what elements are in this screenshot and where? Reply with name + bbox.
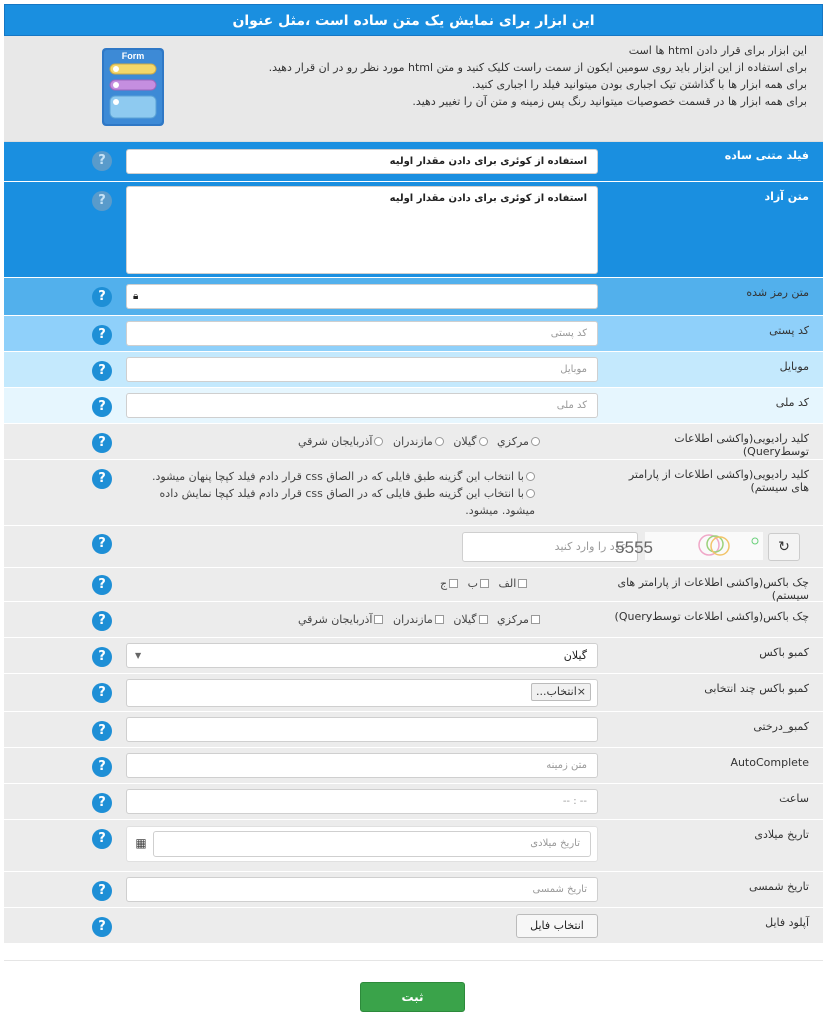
- national-code-input[interactable]: کد ملی: [126, 393, 598, 418]
- radio-label: با انتخاب این گزینه طبق فایلی که در الصاق css قرار دادم فیلد کپچا پنهان میشود.: [152, 470, 524, 483]
- radio-option[interactable]: [140, 485, 535, 519]
- row-shamsi-date: [4, 872, 823, 908]
- label-postal: کد پستی: [769, 324, 809, 337]
- combo-selected-value: گیلان: [563, 649, 587, 662]
- label-check-query: چک باکس(واکشی اطلاعات توسطQuery): [614, 610, 809, 623]
- radio-label: گيلان: [453, 435, 477, 448]
- radio-group-query: [292, 435, 540, 448]
- radio-label: مرکزي: [497, 435, 529, 448]
- simple-text-input[interactable]: استفاده از کوئری برای دادن مقدار اولیه: [126, 149, 598, 174]
- radio-label: مازندران: [392, 435, 433, 448]
- checkbox-label: گيلان: [453, 613, 477, 626]
- label-check-system: چک باکس(واکشی اطلاعات از پارامتر های سیستم): [617, 576, 809, 602]
- label-file-upload: آپلود فایل: [765, 916, 809, 929]
- row-tree-combo: [4, 712, 823, 748]
- checkbox-label: آذربايجان شرقي: [298, 613, 373, 626]
- radio-button[interactable]: [435, 437, 444, 446]
- choose-file-button[interactable]: انتخاب فایل: [516, 914, 598, 938]
- row-check-query: [4, 602, 823, 638]
- selected-tag[interactable]: [531, 683, 591, 701]
- checkbox-label: ب: [467, 577, 478, 590]
- help-icon[interactable]: ?: [92, 151, 112, 171]
- password-input[interactable]: [126, 284, 598, 309]
- checkbox-label: مازندران: [392, 613, 433, 626]
- row-multi-combo: [4, 674, 823, 712]
- radio-button[interactable]: [374, 437, 383, 446]
- checkbox[interactable]: [480, 579, 489, 588]
- help-icon[interactable]: ?: [92, 433, 112, 453]
- label-national-code: کد ملی: [775, 396, 809, 409]
- refresh-captcha-button[interactable]: [768, 533, 800, 561]
- checkbox-option[interactable]: [453, 613, 487, 626]
- radio-option[interactable]: [393, 435, 444, 448]
- radio-button[interactable]: [479, 437, 488, 446]
- multi-select-combo[interactable]: [126, 679, 598, 707]
- help-icon[interactable]: ?: [92, 469, 112, 489]
- label-free-text: متن آزاد: [764, 190, 809, 203]
- label-password: متن رمز شده: [746, 286, 809, 299]
- label-tree-combo: کمبو_درختی: [753, 720, 809, 733]
- checkbox-option[interactable]: [468, 577, 489, 590]
- captcha-code: 5555: [615, 538, 653, 557]
- submit-button[interactable]: ثبت: [360, 982, 465, 1012]
- mobile-input[interactable]: موبایل: [126, 357, 598, 382]
- label-combo: کمبو باکس: [759, 646, 809, 659]
- row-file-upload: [4, 908, 823, 944]
- row-mobile: [4, 352, 823, 388]
- radio-button[interactable]: [526, 472, 535, 481]
- form-logo-icon: [96, 44, 170, 130]
- tag-remove-icon[interactable]: ×: [576, 685, 586, 698]
- captcha-input[interactable]: عدد را وارد کنید: [462, 532, 638, 562]
- shamsi-date-input[interactable]: تاریخ شمسی: [126, 877, 598, 902]
- help-icon[interactable]: ?: [92, 829, 112, 849]
- free-text-textarea[interactable]: استفاده از کوئری برای دادن مقدار اولیه: [126, 186, 598, 274]
- help-icon[interactable]: ?: [92, 683, 112, 703]
- radio-option[interactable]: [298, 435, 383, 448]
- divider: [4, 960, 823, 961]
- help-icon[interactable]: ?: [92, 721, 112, 741]
- row-radio-query: [4, 424, 823, 460]
- label-gregorian-date: تاریخ میلادی: [754, 828, 809, 841]
- label-radio-system: کلید رادیویی(واکشی اطلاعات از پارامتر های سیستم): [628, 468, 809, 494]
- checkbox-option[interactable]: [497, 613, 540, 626]
- label-mobile: موبایل: [779, 360, 809, 373]
- help-icon[interactable]: ?: [92, 534, 112, 554]
- intro-line: برای همه ابزار ها در قسمت خصوصیات میتوانید رنگ پس زمینه و متن آن را تغییر دهید.: [412, 95, 807, 108]
- checkbox[interactable]: [479, 615, 488, 624]
- intro-line: برای همه ابزار ها با گذاشتن تیک اجباری بودن میتوانید فیلد را اجباری کنید.: [471, 78, 807, 91]
- row-password: [4, 278, 823, 316]
- intro-text: [247, 42, 807, 110]
- checkbox[interactable]: [531, 615, 540, 624]
- label-multi-combo: کمبو باکس چند انتخابی: [704, 682, 809, 695]
- form-container: [4, 4, 823, 944]
- checkbox-option[interactable]: [440, 577, 458, 590]
- help-icon[interactable]: ?: [92, 757, 112, 777]
- checkbox[interactable]: [435, 615, 444, 624]
- gregorian-date-picker: [126, 826, 598, 862]
- tree-combo-input[interactable]: [126, 717, 598, 742]
- checkbox-group-system: [434, 577, 527, 590]
- help-icon[interactable]: ?: [92, 611, 112, 631]
- row-radio-system: [4, 460, 823, 526]
- help-icon[interactable]: ?: [92, 325, 112, 345]
- radio-group-system: [140, 468, 535, 519]
- gregorian-date-input[interactable]: تاریخ میلادی: [153, 831, 591, 857]
- calendar-icon[interactable]: ▦: [135, 836, 147, 850]
- help-icon[interactable]: ?: [92, 881, 112, 901]
- help-icon[interactable]: ?: [92, 647, 112, 667]
- help-icon[interactable]: ?: [92, 575, 112, 595]
- row-free-text: [4, 182, 823, 278]
- label-radio-query: کلید رادیویی(واکشی اطلاعات توسطQuery): [674, 432, 809, 458]
- intro-line: این ابزار برای قرار دادن html ها است: [628, 44, 807, 57]
- checkbox-label: الف: [498, 577, 517, 590]
- autocomplete-input[interactable]: متن زمینه: [126, 753, 598, 778]
- checkbox[interactable]: [518, 579, 527, 588]
- help-icon[interactable]: ?: [92, 361, 112, 381]
- checkbox-label: ج: [440, 577, 448, 590]
- checkbox-group-query: [292, 613, 540, 626]
- chevron-down-icon[interactable]: ▼: [135, 651, 142, 660]
- row-time: [4, 784, 823, 820]
- radio-option[interactable]: [453, 435, 487, 448]
- radio-button[interactable]: [526, 489, 535, 498]
- row-national-code: [4, 388, 823, 424]
- radio-option[interactable]: [140, 468, 535, 485]
- checkbox-option[interactable]: [498, 577, 527, 590]
- help-icon[interactable]: ?: [92, 287, 112, 307]
- help-icon[interactable]: ?: [92, 191, 112, 211]
- row-gregorian-date: [4, 820, 823, 872]
- row-captcha: [4, 526, 823, 568]
- row-combo: [4, 638, 823, 674]
- row-autocomplete: [4, 748, 823, 784]
- refresh-icon: ↻: [778, 539, 790, 555]
- checkbox-option[interactable]: [298, 613, 383, 626]
- radio-label: با انتخاب این گزینه طبق فایلی که در الصاق css قرار دادم فیلد کپچا نمایش داده میشود. میشود.: [159, 487, 535, 517]
- captcha-image: [615, 532, 763, 560]
- help-icon[interactable]: ?: [92, 917, 112, 937]
- label-time: ساعت: [779, 792, 809, 805]
- checkbox-option[interactable]: [393, 613, 444, 626]
- row-postal: [4, 316, 823, 352]
- label-autocomplete: AutoComplete: [730, 756, 809, 769]
- checkbox[interactable]: [374, 615, 383, 624]
- tag-label: انتخاب...: [536, 685, 577, 698]
- radio-option[interactable]: [497, 435, 540, 448]
- logo-text: Form: [121, 51, 145, 61]
- row-simple-text: [4, 142, 823, 182]
- label-shamsi-date: تاریخ شمسی: [749, 880, 809, 893]
- intro-line: برای استفاده از این ابزار باید روی سومین ایکون از سمت راست کلیک کنید و متن html مورد نظر رو در ان قرار دهید.: [268, 61, 807, 74]
- row-check-system: [4, 568, 823, 602]
- radio-label: آذربايجان شرقي: [298, 435, 373, 448]
- intro-panel: [4, 36, 823, 142]
- lock-icon: 🔒︎: [133, 291, 139, 302]
- checkbox[interactable]: [449, 579, 458, 588]
- postal-code-input[interactable]: کد پستی: [126, 321, 598, 346]
- time-input[interactable]: -- : --: [126, 789, 598, 814]
- page-title: این ابزار برای نمایش یک متن ساده است ،مثل عنوان: [4, 4, 823, 36]
- combo-box[interactable]: [126, 643, 598, 668]
- label-simple-text: فیلد متنی ساده: [724, 149, 809, 162]
- checkbox-label: مرکزي: [497, 613, 529, 626]
- radio-button[interactable]: [531, 437, 540, 446]
- help-icon[interactable]: ?: [92, 793, 112, 813]
- help-icon[interactable]: ?: [92, 397, 112, 417]
